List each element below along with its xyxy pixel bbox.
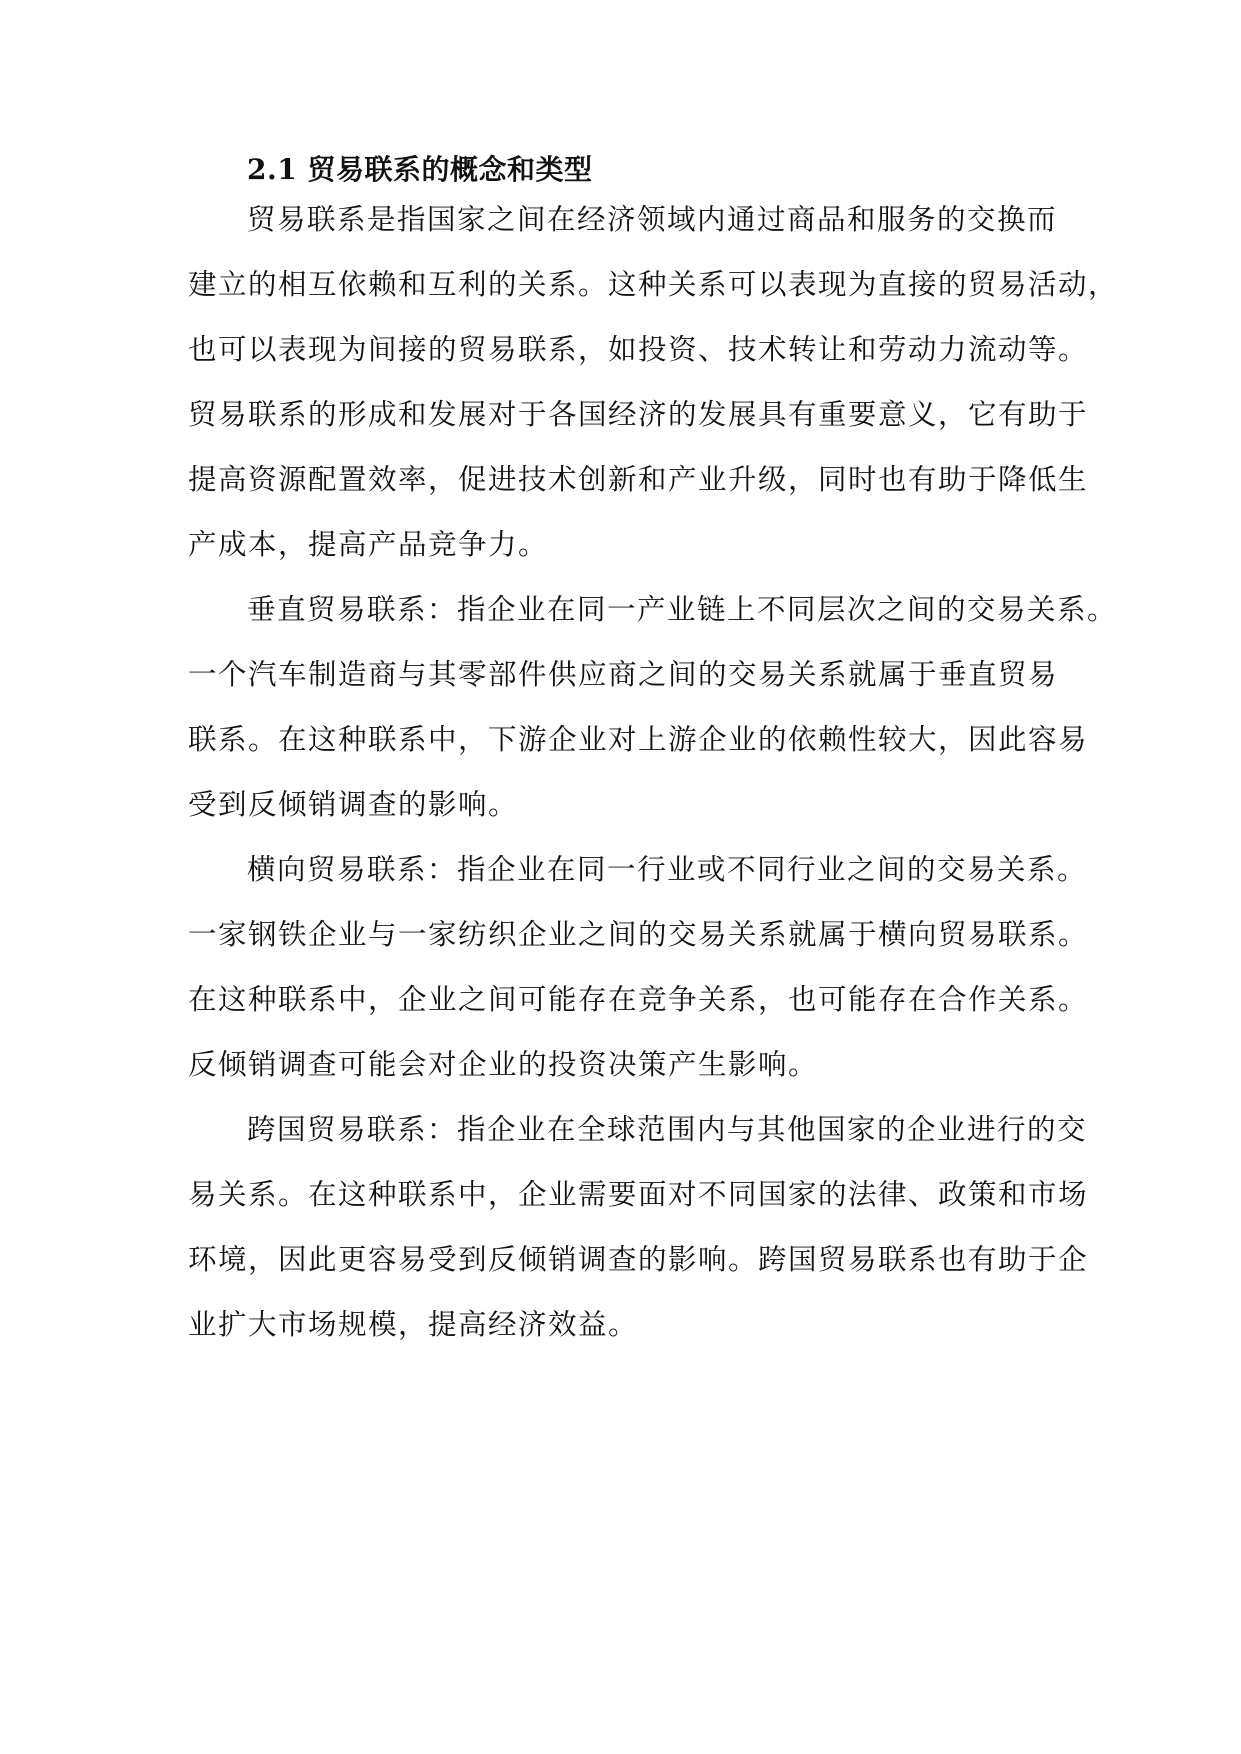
paragraph-line: 联系。在这种联系中，下游企业对上游企业的依赖性较大，因此容易	[188, 723, 1089, 756]
section-title: 贸易联系的概念和类型	[307, 153, 593, 186]
paragraph-line: 一个汽车制造商与其零部件供应商之间的交易关系就属于垂直贸易	[188, 658, 1059, 691]
paragraph-line: 贸易联系是指国家之间在经济领域内通过商品和服务的交换而	[247, 203, 1058, 236]
paragraph-line: 建立的相互依赖和互利的关系。这种关系可以表现为直接的贸易活动，	[188, 268, 1119, 301]
paragraph-line: 一家钢铁企业与一家纺织企业之间的交易关系就属于横向贸易联系。	[188, 918, 1089, 951]
paragraph-line: 环境，因此更容易受到反倾销调查的影响。跨国贸易联系也有助于企	[188, 1243, 1089, 1276]
paragraph-line: 在这种联系中，企业之间可能存在竞争关系，也可能存在合作关系。	[188, 983, 1089, 1016]
paragraph-line: 跨国贸易联系：指企业在全球范围内与其他国家的企业进行的交	[247, 1113, 1088, 1146]
paragraph-line: 反倾销调查可能会对企业的投资决策产生影响。	[188, 1048, 819, 1081]
paragraph-line: 也可以表现为间接的贸易联系，如投资、技术转让和劳动力流动等。	[188, 333, 1089, 366]
section-heading	[247, 150, 592, 190]
paragraph-line: 产成本，提高产品竞争力。	[188, 528, 549, 561]
paragraph-line: 垂直贸易联系：指企业在同一产业链上不同层次之间的交易关系。	[247, 593, 1118, 626]
paragraph-line: 贸易联系的形成和发展对于各国经济的发展具有重要意义，它有助于	[188, 398, 1089, 431]
paragraph-line: 易关系。在这种联系中，企业需要面对不同国家的法律、政策和市场	[188, 1178, 1089, 1211]
section-number: 2.1	[247, 153, 298, 186]
paragraph-line: 受到反倾销调查的影响。	[188, 788, 519, 821]
paragraph-line: 业扩大市场规模，提高经济效益。	[188, 1308, 639, 1341]
paragraph-line: 提高资源配置效率，促进技术创新和产业升级，同时也有助于降低生	[188, 463, 1089, 496]
paragraph-line: 横向贸易联系：指企业在同一行业或不同行业之间的交易关系。	[247, 853, 1088, 886]
